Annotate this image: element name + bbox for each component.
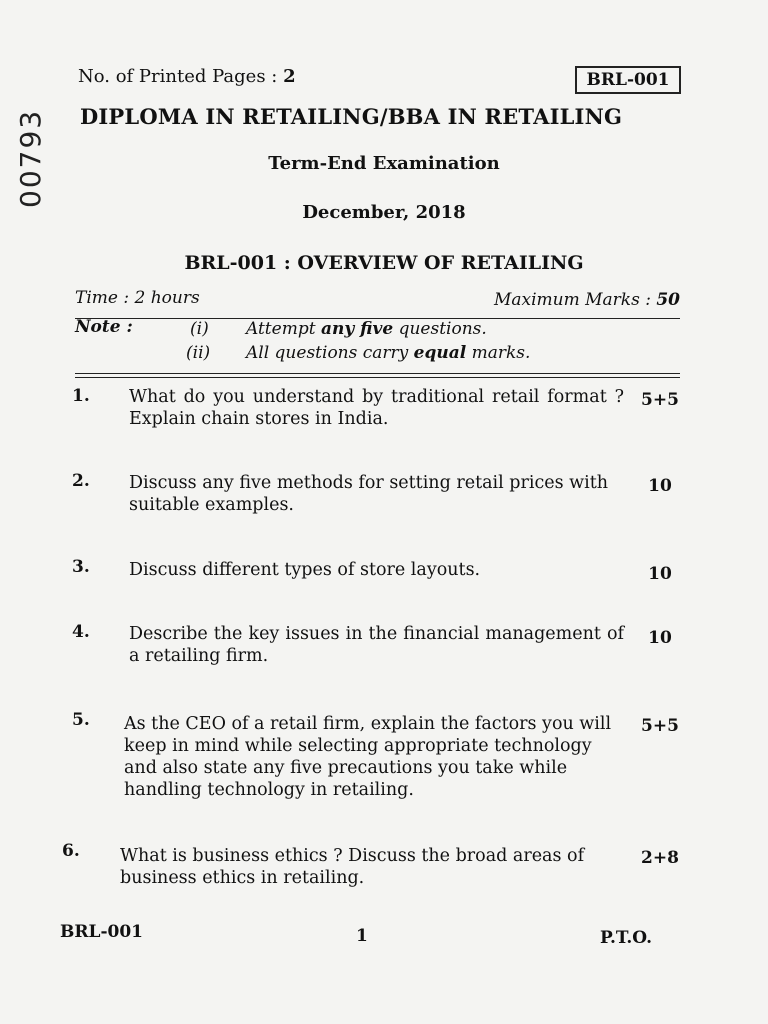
footer-pto: P.T.O.: [600, 928, 652, 948]
question-3-marks: 10: [648, 564, 672, 584]
question-5-marks: 5+5: [641, 716, 679, 736]
max-marks-label: Maximum Marks :: [493, 290, 651, 310]
course-title: BRL-001 : OVERVIEW OF RETAILING: [184, 252, 584, 274]
question-1-number: 1.: [72, 386, 90, 406]
question-2-number: 2.: [72, 471, 90, 491]
question-5-text: As the CEO of a retail firm, explain the factors you will keep in mind while selecting appropriate technology and also state any five precautions you take while handling technology in retailing.: [124, 714, 612, 800]
time-allowed: Time : 2 hours: [75, 288, 200, 308]
question-6-number: 6.: [62, 841, 80, 861]
exam-name: Term-End Examination: [268, 153, 500, 174]
question-4-number: 4.: [72, 622, 90, 642]
question-2-text: Discuss any five methods for setting retail prices with suitable examples.: [129, 473, 609, 515]
programme-title: DIPLOMA IN RETAILING/BBA IN RETAILING: [80, 104, 623, 129]
note-item-2-pre: All questions carry: [246, 343, 414, 363]
note-item-1-num: (i): [190, 319, 209, 339]
question-1-text: What do you understand by traditional retail format ? Explain chain stores in India.: [129, 387, 624, 429]
footer-paper-code: BRL-001: [60, 922, 143, 942]
printed-pages-label: No. of Printed Pages :: [78, 66, 278, 87]
note-item-2: [246, 343, 530, 363]
question-5-number: 5.: [72, 710, 90, 730]
paper-code-box: BRL-001: [575, 66, 681, 94]
note-item-1-post: questions.: [393, 319, 487, 339]
serial-number: 00793: [14, 108, 47, 208]
question-6-marks: 2+8: [641, 848, 679, 868]
question-6-text: What is business ethics ? Discuss the broad areas of business ethics in retailing.: [120, 846, 585, 888]
note-item-1-pre: Attempt: [246, 319, 321, 339]
note-item-2-post: marks.: [466, 343, 531, 363]
footer-page-number: 1: [356, 926, 368, 946]
note-item-1: [246, 319, 487, 339]
question-3-number: 3.: [72, 557, 90, 577]
note-item-1-bold: any five: [320, 319, 394, 339]
question-4-text: Describe the key issues in the financial management of a retailing firm.: [129, 624, 624, 666]
question-4-marks: 10: [648, 628, 672, 648]
divider-bottom-1: [75, 373, 680, 374]
question-2-marks: 10: [648, 476, 672, 496]
question-3-text: Discuss different types of store layouts.: [129, 560, 481, 580]
divider-bottom-2: [75, 377, 680, 378]
note-item-2-num: (ii): [186, 343, 211, 363]
note-label: Note :: [75, 317, 133, 337]
printed-pages-value: 2: [283, 66, 296, 87]
printed-pages: [78, 66, 296, 87]
maximum-marks: [440, 290, 680, 310]
note-item-2-bold: equal: [413, 343, 467, 363]
exam-date: December, 2018: [302, 202, 466, 223]
max-marks-value: 50: [656, 290, 680, 310]
question-1-marks: 5+5: [641, 390, 679, 410]
